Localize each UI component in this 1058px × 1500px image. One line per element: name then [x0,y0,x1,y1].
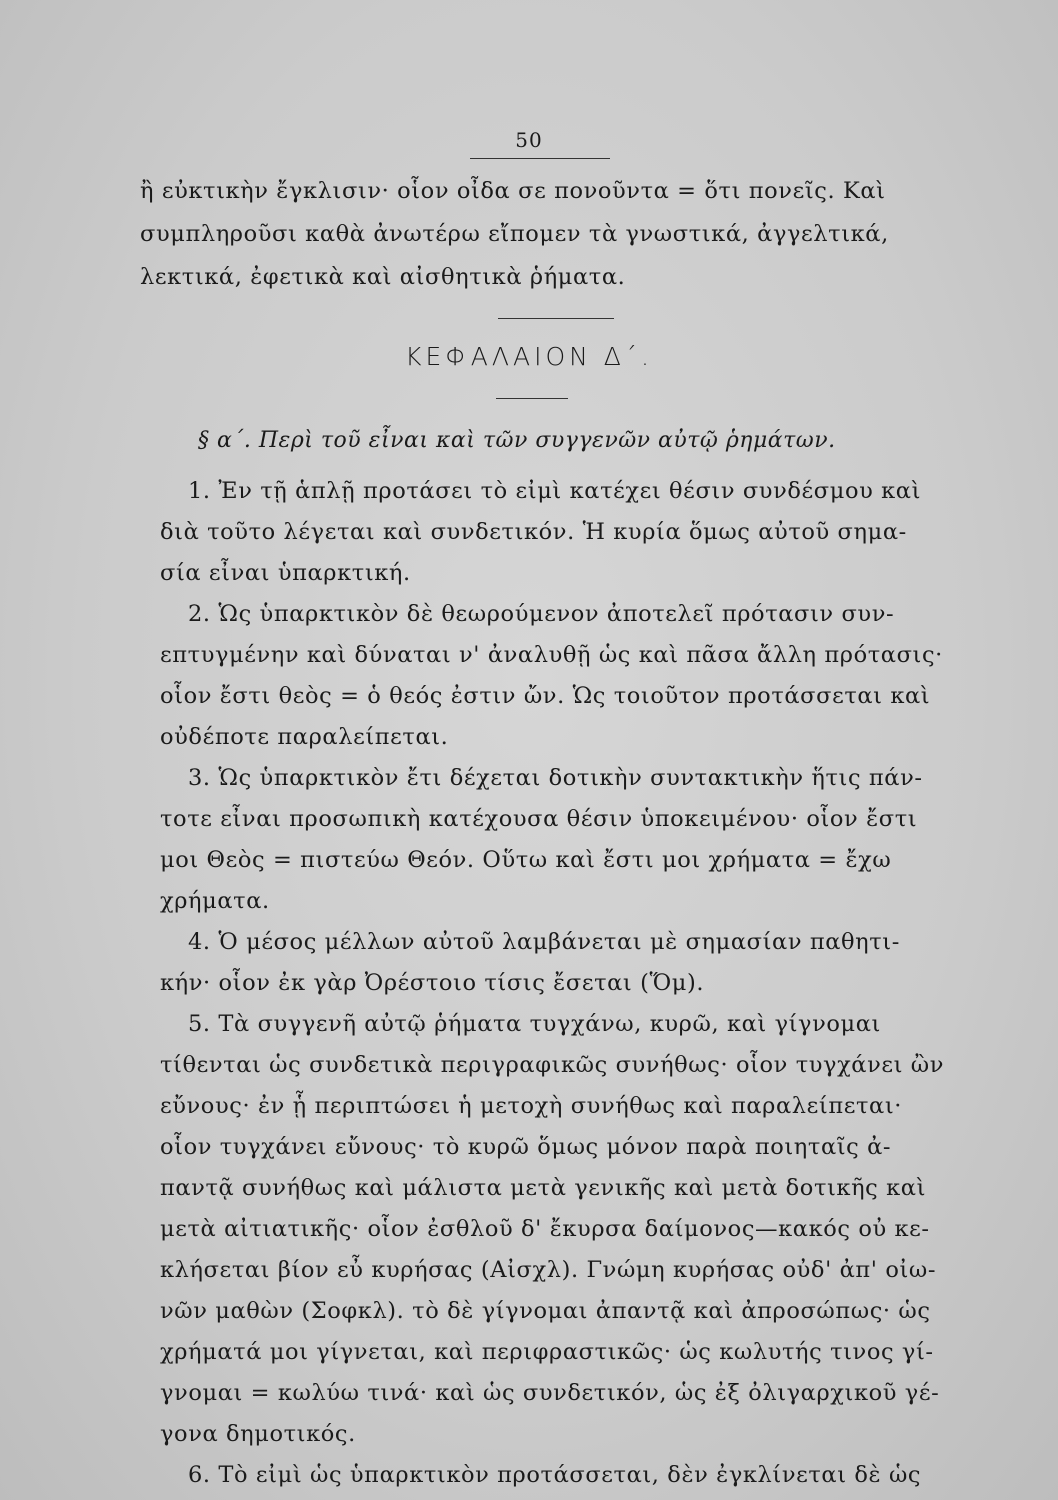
text-line: 6. Τὸ εἰμὶ ὡς ὑπαρκτικὸν προτάσσεται, δὲν ἐγκλίνεται δὲ ὡς [188,1462,922,1488]
text-line: οὐδέποτε παραλείπεται. [160,724,449,750]
chapter-title: ΚΕΦΑΛΑΙΟΝ Δ΄. [405,342,653,371]
text-line: νῶν μαθὼν (Σοφκλ). τὸ δὲ γίγνομαι ἀπαντᾷ καὶ ἀπροσώπως· ὡς [160,1298,931,1324]
text-line: 4. Ὁ μέσος μέλλων αὐτοῦ λαμβάνεται μὲ σημασίαν παθητι- [188,929,900,955]
text-line: κήν· οἷον ἐκ γὰρ Ὀρέστοιο τίσις ἔσεται (Ὅμ). [160,970,705,996]
text-line: 5. Τὰ συγγενῆ αὐτῷ ῥήματα τυγχάνω, κυρῶ, καὶ γίγνομαι [188,1011,881,1037]
text-line: συμπληροῦσι καθὰ ἀνωτέρω εἴπομεν τὰ γνωστικά, ἀγγελτικά, [140,221,889,247]
top-rule [470,158,610,159]
text-line: χρήματα. [160,888,270,914]
divider-rule [496,398,568,399]
text-line: χρήματά μοι γίγνεται, καὶ περιφραστικῶς· ὡς κωλυτής τινος γί- [160,1339,934,1365]
text-line: οἷον τυγχάνει εὔνους· τὸ κυρῶ ὅμως μόνον παρὰ ποιηταῖς ἀ- [160,1134,892,1160]
text-line: κλήσεται βίον εὖ κυρήσας (Αἰσχλ). Γνώμη κυρήσας οὐδ' ἀπ' οἰω- [160,1257,937,1283]
text-line: τοτε εἶναι προσωπικὴ κατέχουσα θέσιν ὑποκειμένου· οἷον ἔστι [160,806,918,832]
text-line: επτυγμένην καὶ δύναται ν' ἀναλυθῇ ὡς καὶ πᾶσα ἄλλη πρότασις· [160,642,943,668]
text-line: γνομαι = κωλύω τινά· καὶ ὡς συνδετικόν, ὡς ἐξ ὀλιγαρχικοῦ γέ- [160,1380,940,1406]
text-line: μοι Θεὸς = πιστεύω Θεόν. Οὕτω καὶ ἔστι μοι χρήματα = ἔχω [160,847,892,873]
text-line: οἷον ἔστι θεὸς = ὁ θεός ἐστιν ὤν. Ὡς τοιοῦτον προτάσσεται καὶ [160,683,931,709]
text-line: 3. Ὡς ὑπαρκτικὸν ἔτι δέχεται δοτικὴν συντακτικὴν ἥτις πάν- [188,765,923,791]
text-line: ἢ εὐκτικὴν ἔγκλισιν· οἷον οἶδα σε πονοῦντα = ὅτι πονεῖς. Καὶ [140,178,886,204]
text-line: παντᾷ συνήθως καὶ μάλιστα μετὰ γενικῆς καὶ μετὰ δοτικῆς καὶ [160,1175,926,1201]
text-line: 2. Ὡς ὑπαρκτικὸν δὲ θεωρούμενον ἀποτελεῖ πρότασιν συν- [188,601,895,627]
text-line: γονα δημοτικός. [160,1421,356,1447]
divider-rule [498,318,614,319]
text-line: εὔνους· ἐν ᾗ περιπτώσει ἡ μετοχὴ συνήθως καὶ παραλείπεται· [160,1093,902,1119]
text-line: τίθενται ὡς συνδετικὰ περιγραφικῶς συνήθως· οἷον τυγχάνει ὢν [160,1052,945,1078]
text-line: σία εἶναι ὑπαρκτική. [160,560,411,586]
page-number: 50 [515,128,543,152]
text-line: μετὰ αἰτιατικῆς· οἷον ἐσθλοῦ δ' ἔκυρσα δαίμονος—κακός οὐ κε- [160,1216,930,1242]
text-line: λεκτικά, ἐφετικὰ καὶ αἰσθητικὰ ῥήματα. [140,264,626,290]
text-line: 1. Ἐν τῇ ἁπλῇ προτάσει τὸ εἰμὶ κατέχει θέσιν συνδέσμου καὶ [188,478,922,504]
text-line: διὰ τοῦτο λέγεται καὶ συνδετικόν. Ἡ κυρία ὅμως αὐτοῦ σημα- [160,519,907,545]
section-heading: § α΄. Περὶ τοῦ εἶναι καὶ τῶν συγγενῶν αὐτῷ ῥημάτων. [198,428,836,453]
